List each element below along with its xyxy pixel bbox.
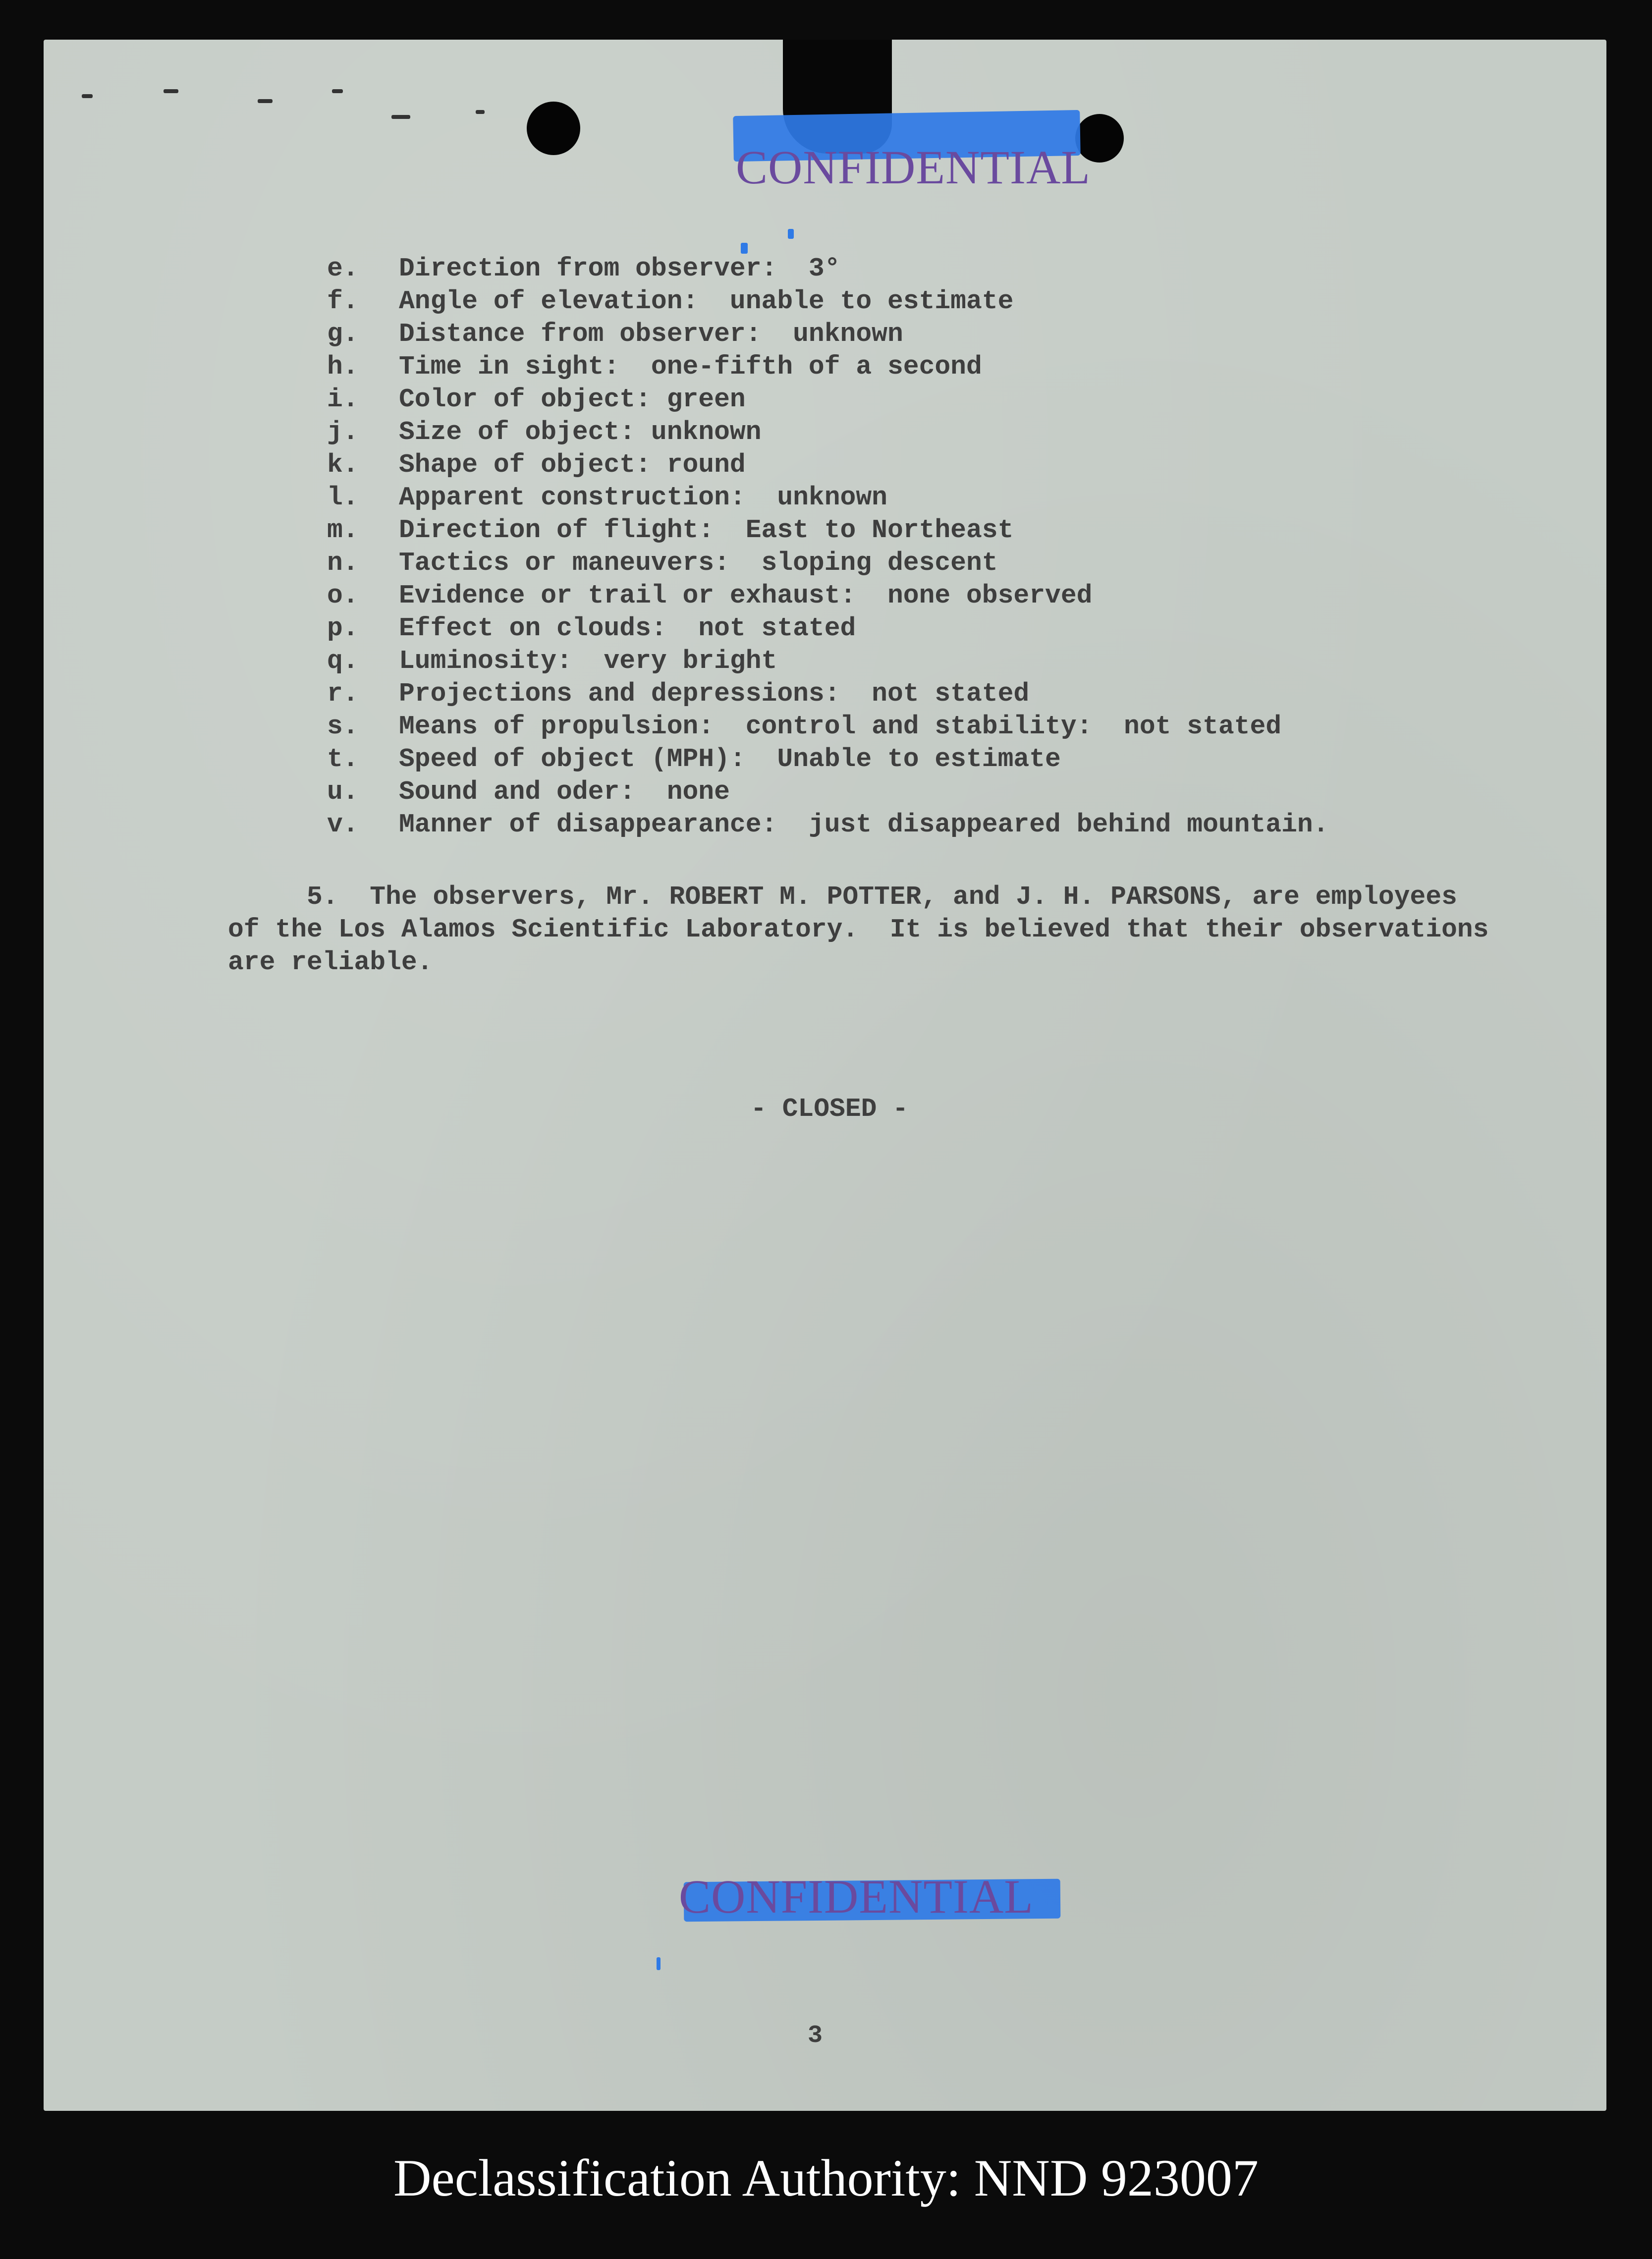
edge-mark xyxy=(332,89,343,93)
edge-mark xyxy=(258,99,273,103)
list-item: n. Tactics or maneuvers: sloping descent xyxy=(327,548,998,578)
edge-mark xyxy=(82,94,93,98)
list-item: m. Direction of flight: East to Northeast xyxy=(327,515,1014,545)
list-item: g. Distance from observer: unknown xyxy=(327,319,903,349)
confidential-stamp-bottom: CONFIDENTIAL xyxy=(679,1870,1034,1923)
list-item: o. Evidence or trail or exhaust: none observed xyxy=(327,581,1093,610)
paper-page xyxy=(44,40,1606,2111)
list-item: r. Projections and depressions: not stated xyxy=(327,679,1030,709)
page-number: 3 xyxy=(808,2022,823,2050)
ink-speck xyxy=(657,1957,661,1970)
paragraph-5-line-1: 5. The observers, Mr. ROBERT M. POTTER, and J. H. PARSONS, are employees xyxy=(228,882,1457,912)
list-item: f. Angle of elevation: unable to estimate xyxy=(327,286,1014,316)
edge-mark xyxy=(391,115,410,119)
list-item: h. Time in sight: one-fifth of a second xyxy=(327,352,982,382)
closed-marker: - CLOSED - xyxy=(751,1094,909,1124)
list-item: v. Manner of disappearance: just disappeared behind mountain. xyxy=(327,810,1329,839)
list-item: t. Speed of object (MPH): Unable to estimate xyxy=(327,744,1061,774)
list-item: u. Sound and oder: none xyxy=(327,777,730,807)
list-item: p. Effect on clouds: not stated xyxy=(327,613,856,643)
list-item: l. Apparent construction: unknown xyxy=(327,483,887,512)
list-item: s. Means of propulsion: control and stability: not stated xyxy=(327,712,1282,741)
list-item: j. Size of object: unknown xyxy=(327,417,762,447)
paragraph-5-line-2: of the Los Alamos Scientific Laboratory. It is believed that their observations xyxy=(228,915,1489,944)
list-item: e. Direction from observer: 3° xyxy=(327,254,840,283)
edge-mark xyxy=(476,110,485,114)
list-item: i. Color of object: green xyxy=(327,385,746,414)
list-item: q. Luminosity: very bright xyxy=(327,646,777,676)
punch-hole-left xyxy=(527,102,580,155)
list-item: k. Shape of object: round xyxy=(327,450,746,480)
declassification-footer: Declassification Authority: NND 923007 xyxy=(393,2149,1259,2207)
ink-speck xyxy=(741,243,748,254)
paragraph-5-line-3: are reliable. xyxy=(228,947,433,977)
ink-speck xyxy=(788,229,794,239)
confidential-stamp-top: CONFIDENTIAL xyxy=(736,141,1091,194)
edge-mark xyxy=(164,89,178,93)
